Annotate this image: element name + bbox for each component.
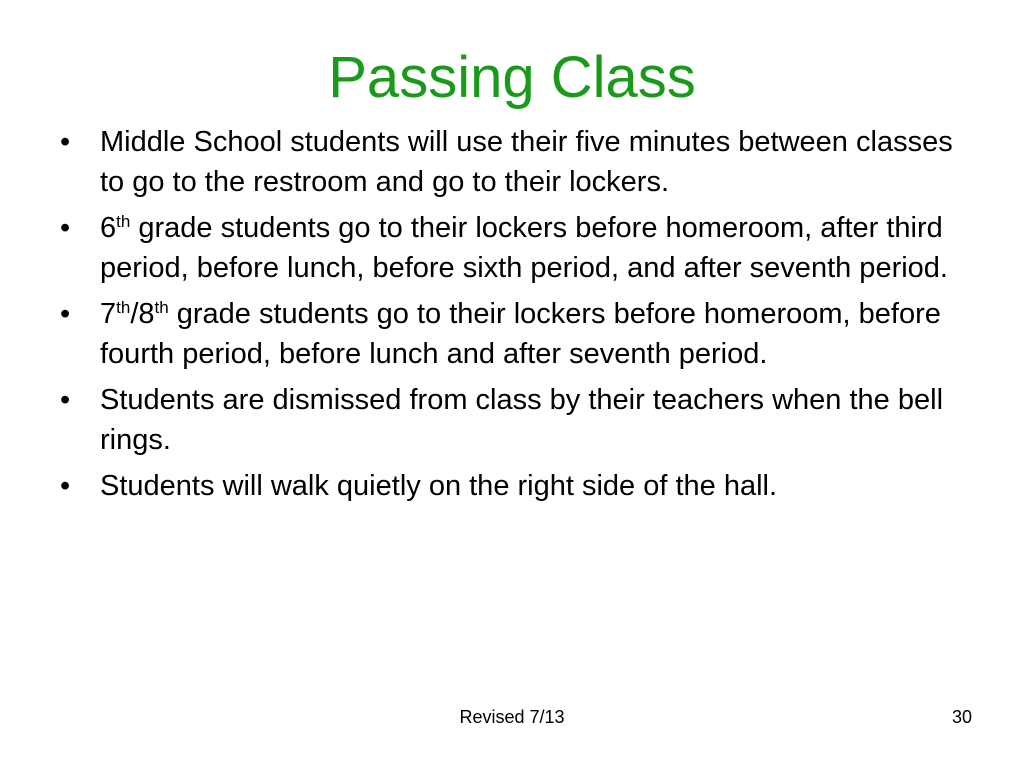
- bullet-text: [100, 298, 941, 370]
- bullet-text-segment: Middle School students will use their five minutes between classes to go to the restroom and go to their lockers.: [100, 126, 953, 198]
- bullet-text-segment: Students are dismissed from class by their teachers when the bell rings.: [100, 384, 944, 456]
- ordinal-superscript: th: [116, 212, 131, 231]
- ordinal-superscript: th: [116, 298, 131, 317]
- bullet-text-segment: 6: [100, 212, 117, 244]
- bullet-text: [100, 126, 953, 198]
- slide-title: Passing Class: [328, 45, 696, 110]
- bullet-text-segment: 7: [100, 298, 117, 330]
- bullet-marker: •: [60, 298, 71, 330]
- bullet-marker: •: [60, 384, 71, 416]
- footer-page-number: 30: [951, 707, 972, 727]
- bullet-item: [56, 208, 956, 288]
- bullet-text: [100, 470, 777, 502]
- bullet-text-segment: grade students go to their lockers before homeroom, after third period, before lunch, before sixth period, and after seventh period.: [100, 212, 948, 284]
- bullet-item: [56, 466, 956, 506]
- bullet-text-segment: grade students go to their lockers before homeroom, before fourth period, before lunch and after seventh period.: [100, 298, 941, 370]
- bullet-item: [56, 122, 956, 202]
- bullet-marker: •: [60, 126, 71, 158]
- bullet-marker: •: [60, 470, 71, 502]
- footer-revision-text: Revised 7/13: [459, 707, 565, 727]
- bullet-text: [100, 384, 943, 456]
- bullet-text-segment: Students will walk quietly on the right side of the hall.: [100, 470, 778, 502]
- bullet-text: [100, 212, 948, 284]
- bullet-text-segment: /8: [130, 298, 155, 330]
- bullet-list: [56, 122, 956, 512]
- bullet-item: [56, 380, 956, 460]
- bullet-item: [56, 294, 956, 374]
- ordinal-superscript: th: [154, 298, 169, 317]
- bullet-marker: •: [60, 212, 71, 244]
